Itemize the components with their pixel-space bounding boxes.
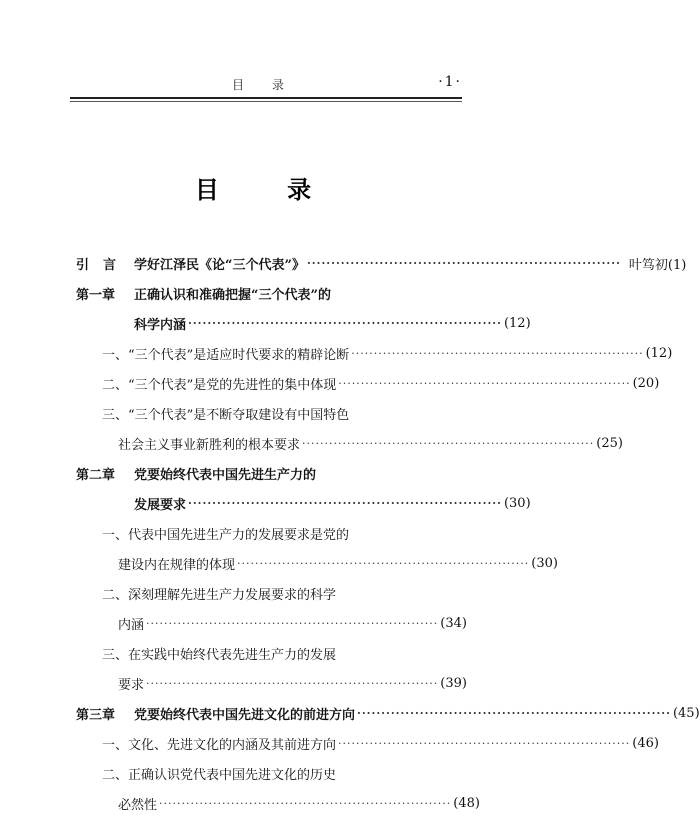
running-head (72, 76, 462, 96)
dot-leader: ································································· (306, 256, 621, 270)
toc-entry-intro (76, 248, 687, 278)
dot-leader: ································································· (146, 616, 439, 630)
toc-entry-2-1-cont (76, 548, 558, 578)
toc-section-text: 二、“三个代表”是党的先进性的集中体现 (102, 377, 337, 393)
toc-entry-1-3-cont (76, 428, 623, 458)
toc-intro-label: 引言 (76, 257, 131, 273)
toc-chapter-1-label: 第一章 (76, 287, 116, 303)
toc-section-page: (46) (632, 735, 659, 751)
toc-entry-1-1 (76, 338, 673, 368)
header-rule-thick (70, 97, 462, 99)
toc-section-page: (25) (596, 435, 623, 451)
dot-leader: ································································· (146, 676, 439, 690)
toc-entry-2-2 (76, 578, 460, 608)
toc-section-text-line2: 要求 (118, 677, 145, 693)
toc-entry-2-2-cont (76, 608, 467, 638)
toc-chapter-3-page: (45) (672, 705, 700, 721)
page-title: 目 录 (194, 175, 342, 204)
toc-section-text-line1: 三、“三个代表”是不断夺取建设有中国特色 (102, 407, 350, 423)
toc-section-text: 一、文化、先进文化的内涵及其前进方向 (102, 737, 337, 753)
toc-section-text-line1: 一、代表中国先进生产力的发展要求是党的 (102, 527, 350, 543)
toc-section-page: (12) (645, 345, 673, 361)
toc-entry-chapter-1-cont (76, 308, 531, 338)
toc-chapter-2-page: (30) (503, 495, 531, 511)
header-rule-thin (70, 101, 462, 102)
toc-chapter-2-title-line2: 发展要求 (134, 497, 187, 513)
toc-chapter-1-title-line1: 正确认识和准确把握“三个代表”的 (134, 287, 331, 303)
toc-section-text-line1: 二、正确认识党代表中国先进文化的历史 (102, 767, 337, 783)
toc-entry-chapter-2 (76, 458, 460, 488)
dot-leader: ································································· (338, 376, 631, 390)
toc-entry-1-3 (76, 398, 460, 428)
toc-section-text-line1: 二、深刻理解先进生产力发展要求的科学 (102, 587, 337, 603)
toc-chapter-2-title-line1: 党要始终代表中国先进生产力的 (134, 467, 317, 483)
toc-section-text-line1: 三、在实践中始终代表先进生产力的发展 (102, 647, 337, 663)
toc-section-page: (30) (531, 555, 558, 571)
toc-entry-chapter-2-cont (76, 488, 531, 518)
running-head-title: 目录 (232, 78, 313, 92)
toc-intro-page: (1) (667, 257, 687, 273)
dot-leader: ································································· (237, 556, 530, 570)
toc-intro-text: 学好江泽民《论“三个代表”》 (134, 257, 305, 273)
toc-section-text-line2: 社会主义事业新胜利的根本要求 (118, 437, 301, 453)
running-head-page-number: ·1· (438, 74, 462, 90)
dot-leader: ································································· (188, 496, 502, 510)
toc-entry-3-2-cont (76, 788, 480, 818)
dot-leader: ································································· (338, 736, 631, 750)
toc-entry-chapter-1 (76, 278, 460, 308)
toc-section-page: (20) (632, 375, 660, 391)
toc-section-page: (48) (453, 795, 480, 811)
toc-chapter-1-title-line2: 科学内涵 (134, 317, 187, 333)
toc-entry-3-2 (76, 758, 460, 788)
toc-entry-3-1 (76, 728, 659, 758)
toc-section-text-line2: 必然性 (118, 797, 158, 813)
toc-section-text: 一、“三个代表”是适应时代要求的精辟论断 (102, 347, 350, 363)
table-of-contents (76, 248, 700, 818)
toc-chapter-3-label: 第三章 (76, 707, 116, 723)
toc-chapter-2-label: 第二章 (76, 467, 116, 483)
toc-entry-2-3 (76, 638, 460, 668)
toc-section-text-line2: 内涵 (118, 617, 145, 633)
toc-entry-2-3-cont (76, 668, 467, 698)
dot-leader: ································································· (357, 706, 671, 720)
toc-section-page: (39) (440, 675, 467, 691)
toc-entry-2-1 (76, 518, 460, 548)
dot-leader: ································································· (159, 796, 452, 810)
dot-leader: ································································· (302, 436, 595, 450)
toc-section-page: (34) (440, 615, 467, 631)
toc-intro-author: 叶笃初 (628, 257, 668, 273)
toc-section-text-line2: 建设内在规律的体现 (118, 557, 236, 573)
dot-leader: ································································· (188, 316, 502, 330)
toc-chapter-3-title: 党要始终代表中国先进文化的前进方向 (134, 707, 356, 723)
dot-leader: ································································· (351, 346, 644, 360)
toc-chapter-1-page: (12) (503, 315, 531, 331)
toc-entry-chapter-3 (76, 698, 700, 728)
toc-entry-1-2 (76, 368, 660, 398)
